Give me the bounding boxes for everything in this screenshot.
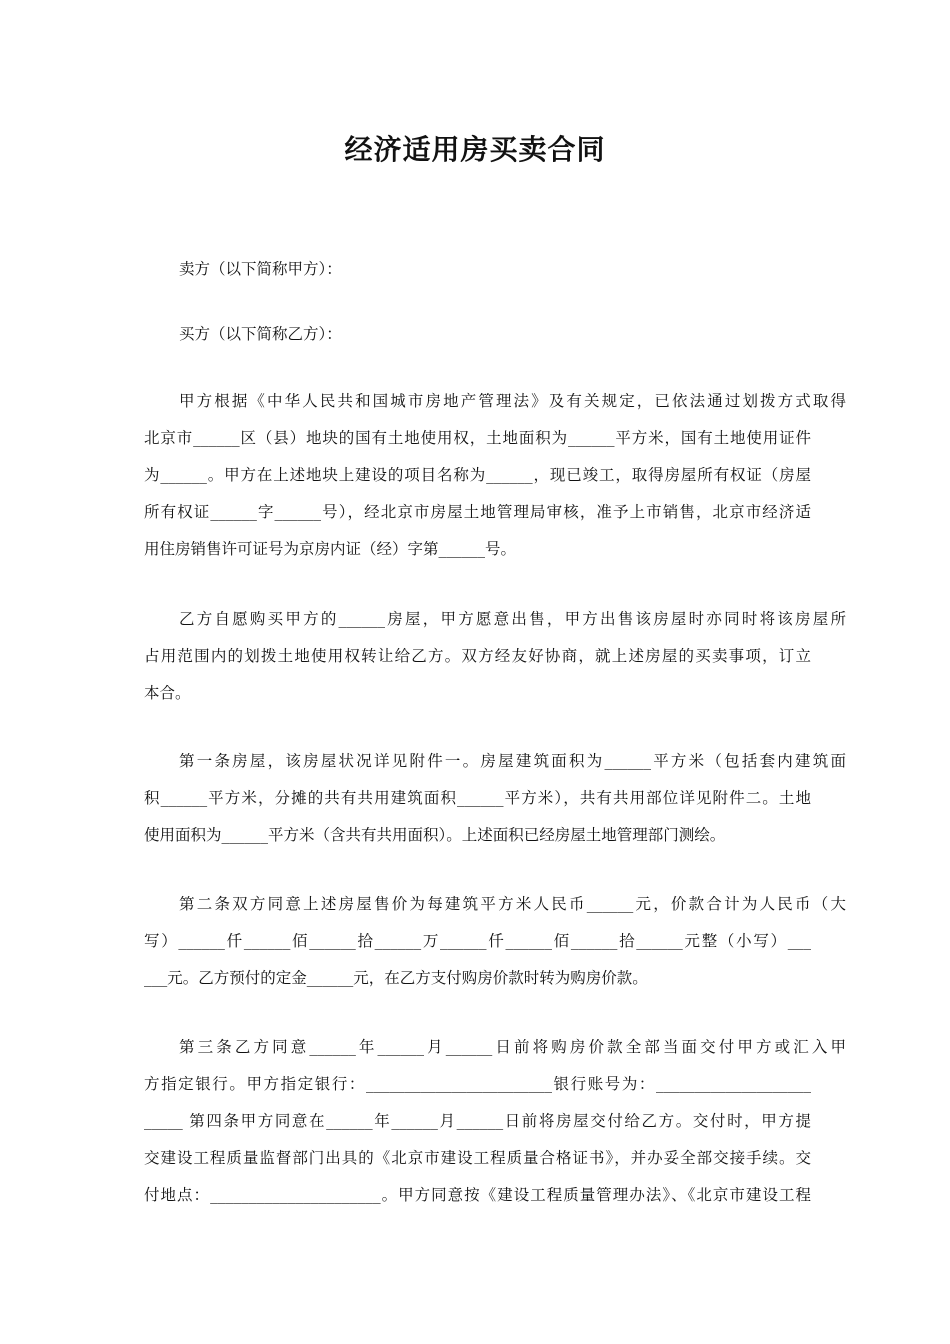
article-2-line: 第二条双方同意上述房屋售价为每建筑平方米人民币______元，价款合计为人民币（大 — [179, 895, 846, 913]
article-4-line: 付地点：______________________。甲方同意按《建设工程质量管理办法》、《北京市建设工程 — [144, 1186, 811, 1204]
article-1-line: 积______平方米，分摊的共有共用建筑面积______平方米），共有共用部位详见附件二。土地 — [144, 789, 811, 807]
article-3-line: 第三条乙方同意______年______月______日前将购房价款全部当面交付甲方或汇入甲 — [179, 1038, 846, 1056]
buyer-line: 买方（以下简称乙方）： — [179, 325, 342, 343]
paragraph-1-line: 所有权证______字______号），经北京市房屋土地管理局审核，准予上市销售，北京市经济适 — [144, 503, 811, 521]
paragraph-1-line: 为______。甲方在上述地块上建设的项目名称为______，现已竣工，取得房屋所有权证（房屋 — [144, 466, 811, 484]
article-2-line: ___元。乙方预付的定金______元，在乙方支付购房价款时转为购房价款。 — [144, 969, 648, 987]
paragraph-2-line: 占用范围内的划拨土地使用权转让给乙方。双方经友好协商，就上述房屋的买卖事项，订立 — [144, 647, 811, 665]
seller-line: 卖方（以下简称甲方）： — [179, 260, 342, 278]
article-4-line: 交建设工程质量监督部门出具的《北京市建设工程质量合格证书》，并办妥全部交接手续。交 — [144, 1149, 811, 1167]
paragraph-1-line: 用住房销售许可证号为京房内证（经）字第______号。 — [144, 540, 517, 558]
article-1-line: 使用面积为______平方米（含共有共用面积）。上述面积已经房屋土地管理部门测绘。 — [144, 826, 726, 844]
paragraph-1-line: 北京市______区（县）地块的国有土地使用权，土地面积为______平方米，国有土地使用证件 — [144, 429, 811, 447]
article-4-line: _____ 第四条甲方同意在______年______月______日前将房屋交付给乙方。交付时，甲方提 — [144, 1112, 811, 1130]
document-title: 经济适用房买卖合同 — [344, 133, 606, 166]
article-2-line: 写）______仟______佰______拾______万______仟______佰______拾______元整（小写）___ — [144, 932, 811, 950]
paragraph-2-line: 本合。 — [144, 684, 191, 702]
paragraph-2-line: 乙方自愿购买甲方的______房屋，甲方愿意出售，甲方出售该房屋时亦同时将该房屋所 — [179, 610, 846, 628]
article-1-line: 第一条房屋，该房屋状况详见附件一。房屋建筑面积为______平方米（包括套内建筑面 — [179, 752, 846, 770]
paragraph-1-line: 甲方根据《中华人民共和国城市房地产管理法》及有关规定，已依法通过划拨方式取得 — [179, 392, 846, 410]
article-3-line: 方指定银行。甲方指定银行：________________________银行账号为：____________________ — [144, 1075, 811, 1093]
